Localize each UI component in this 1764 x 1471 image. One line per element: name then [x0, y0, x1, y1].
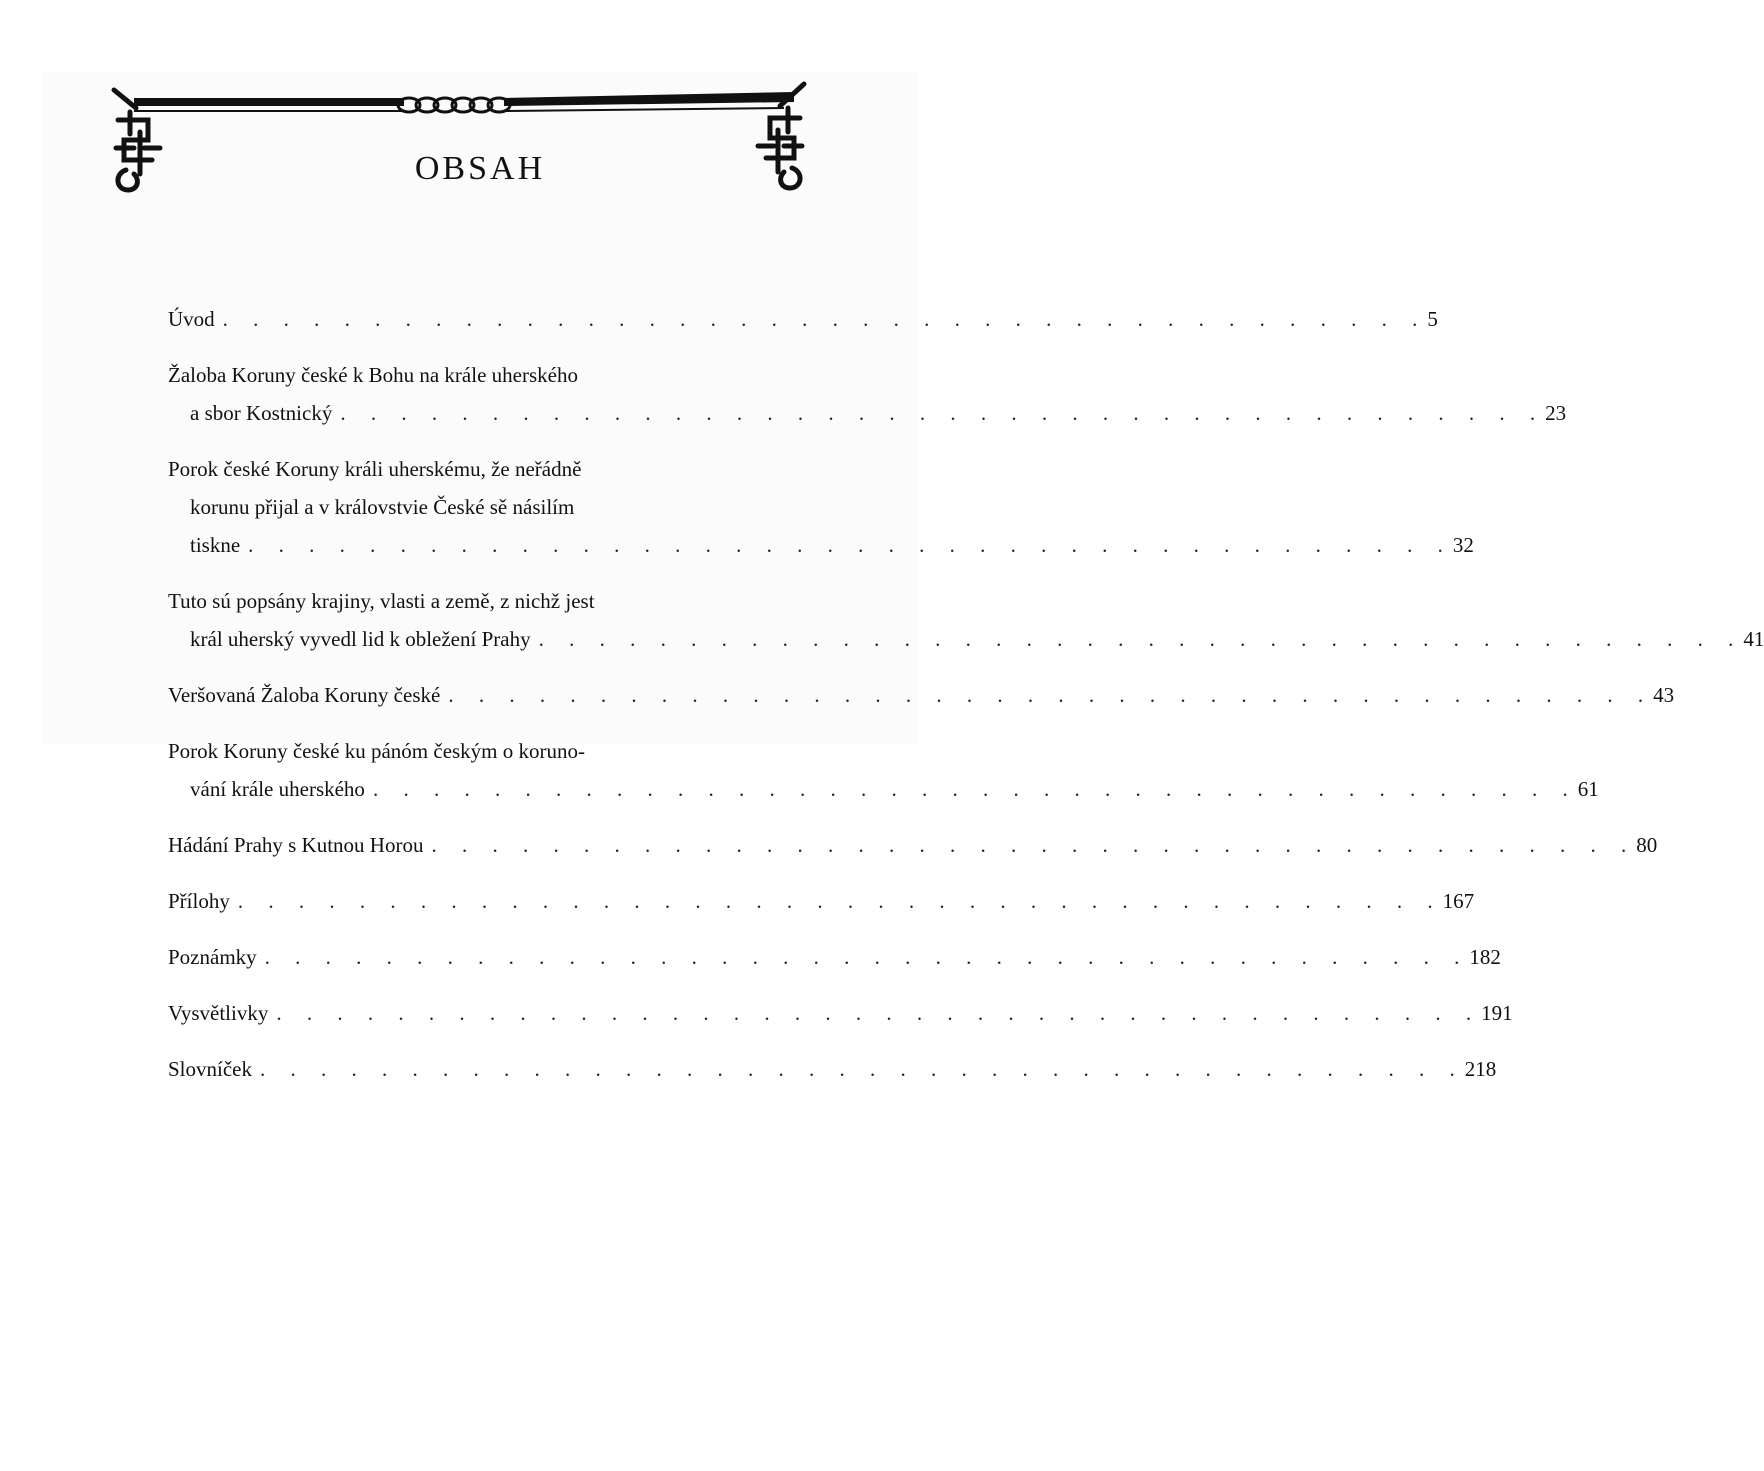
toc-entry-title: Slovníček — [168, 1057, 252, 1081]
toc-page-number: 182 — [1469, 945, 1501, 969]
toc-entry-title: Porok Koruny české ku pánóm českým o koruno- — [168, 739, 586, 763]
table-of-contents — [168, 300, 1764, 1106]
dot-leader: . . . . . . . . . . . . . . . . . . . . . . . . . . . . . . . . . . . . . . . . — [237, 889, 1443, 913]
toc-entry-title: Vysvětlivky — [168, 1001, 269, 1025]
toc-entry-title: Tuto sú popsány krajiny, vlasti a země, z nichž jest — [168, 589, 595, 613]
toc-entry-last-line — [168, 826, 1658, 864]
toc-page-number: 43 — [1653, 683, 1675, 707]
toc-page-number: 32 — [1452, 533, 1474, 557]
dot-leader: . . . . . . . . . . . . . . . . . . . . . . . . . . . . . . . . . . . . . . . . — [276, 1001, 1482, 1025]
toc-entry — [168, 1050, 1497, 1088]
toc-entry — [168, 300, 1438, 338]
dot-leader: . . . . . . . . . . . . . . . . . . . . . . . . . . . . . . . . . . . . . . . . — [222, 307, 1428, 331]
toc-entry — [168, 676, 1675, 714]
toc-entry-title: král uherský vyvedl lid k obležení Prahy — [190, 627, 531, 651]
toc-page-number: 191 — [1481, 1001, 1513, 1025]
dot-leader: . . . . . . . . . . . . . . . . . . . . . . . . . . . . . . . . . . . . . . . . — [448, 683, 1654, 707]
toc-entry — [168, 826, 1658, 864]
toc-entry-title: korunu přijal a v královstvie České sě násilím — [190, 495, 575, 519]
toc-entry-title: Hádání Prahy s Kutnou Horou — [168, 833, 424, 857]
toc-entry-last-line — [168, 882, 1475, 920]
toc-page-number: 61 — [1577, 777, 1599, 801]
toc-page-number: 5 — [1427, 307, 1438, 331]
toc-entry-last-line — [168, 770, 1599, 808]
toc-entry-line — [168, 582, 752, 620]
dot-leader: . . . . . . . . . . . . . . . . . . . . . . . . . . . . . . . . . . . . . . . . — [431, 833, 1637, 857]
toc-entry-last-line — [168, 526, 1474, 564]
toc-entry — [168, 450, 1474, 564]
toc-entry-last-line — [168, 938, 1501, 976]
toc-entry-last-line — [168, 394, 1567, 432]
toc-entry-title: a sbor Kostnický — [190, 401, 333, 425]
toc-entry-line — [168, 450, 752, 488]
dot-leader: . . . . . . . . . . . . . . . . . . . . . . . . . . . . . . . . . . . . . . . . — [248, 533, 1453, 557]
toc-entry-title: vání krále uherského — [190, 777, 365, 801]
toc-entry-last-line — [168, 994, 1513, 1032]
toc-entry — [168, 994, 1513, 1032]
toc-entry — [168, 938, 1501, 976]
dot-leader: . . . . . . . . . . . . . . . . . . . . . . . . . . . . . . . . . . . . . . . . — [538, 627, 1744, 651]
dot-leader: . . . . . . . . . . . . . . . . . . . . . . . . . . . . . . . . . . . . . . . . — [264, 945, 1470, 969]
toc-entry-title: Žaloba Koruny české k Bohu na krále uherského — [168, 363, 578, 387]
toc-entry-title: Přílohy — [168, 889, 230, 913]
toc-entry-title: Veršovaná Žaloba Koruny české — [168, 683, 441, 707]
toc-entry-line — [168, 488, 752, 526]
toc-page-number: 80 — [1636, 833, 1658, 857]
toc-entry-line — [168, 356, 752, 394]
toc-entry — [168, 882, 1475, 920]
toc-entry-last-line — [168, 1050, 1497, 1088]
dot-leader: . . . . . . . . . . . . . . . . . . . . . . . . . . . . . . . . . . . . . . . . — [260, 1057, 1465, 1081]
toc-entry-title: Porok české Koruny králi uherskému, že neřádně — [168, 457, 582, 481]
toc-entry-line — [168, 732, 752, 770]
toc-entry-last-line — [168, 620, 1764, 658]
toc-entry-title: Úvod — [168, 307, 215, 331]
toc-page-number: 167 — [1442, 889, 1475, 913]
toc-page-number: 41 — [1743, 627, 1764, 651]
dot-leader: . . . . . . . . . . . . . . . . . . . . . . . . . . . . . . . . . . . . . . . . — [340, 401, 1546, 425]
toc-entry-title: Poznámky — [168, 945, 257, 969]
page-title: OBSAH — [414, 150, 546, 187]
toc-entry-last-line — [168, 676, 1675, 714]
toc-page-number: 218 — [1464, 1057, 1497, 1081]
toc-page-number: 23 — [1545, 401, 1567, 425]
toc-entry — [168, 582, 1764, 658]
dot-leader: . . . . . . . . . . . . . . . . . . . . . . . . . . . . . . . . . . . . . . . . — [372, 777, 1578, 801]
toc-entry — [168, 732, 1599, 808]
toc-entry-title: tiskne — [190, 533, 241, 557]
toc-entry-last-line — [168, 300, 1438, 338]
toc-entry — [168, 356, 1567, 432]
